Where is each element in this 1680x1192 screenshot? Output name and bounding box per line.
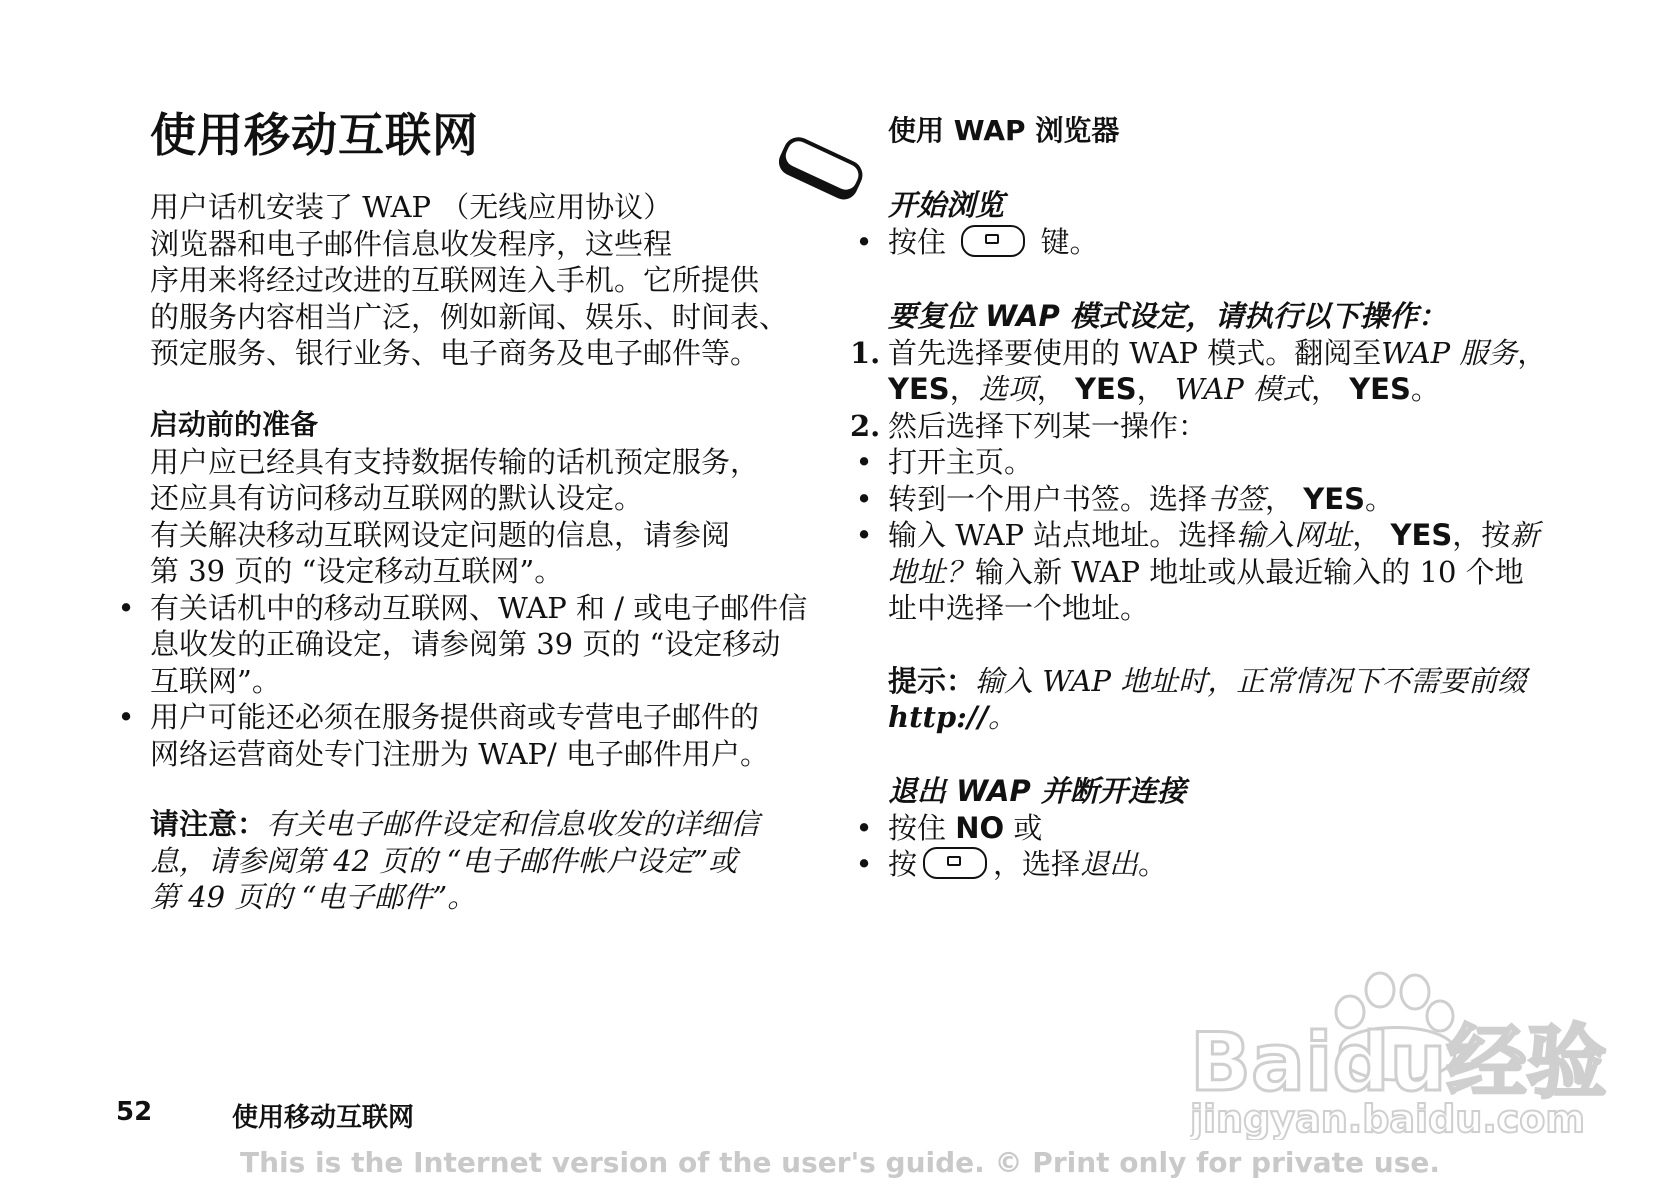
wap-browser-heading: 使用 WAP 浏览器 xyxy=(888,114,1120,147)
option-text: 按 xyxy=(888,847,918,881)
step-number: 2. xyxy=(850,408,881,443)
intro-line: 用户话机安装了 WAP （无线应用协议） xyxy=(150,190,673,224)
reset-heading: 要复位 WAP 模式设定，请执行以下操作： xyxy=(888,298,1447,333)
step-text: 键。 xyxy=(1040,225,1099,259)
intro-paragraph xyxy=(150,189,870,372)
list-item xyxy=(850,335,1628,408)
key-label: YES xyxy=(888,372,950,406)
prep-bullet-list xyxy=(117,590,870,773)
bullet-icon: • xyxy=(855,225,873,259)
bullet-line: 互联网”。 xyxy=(150,663,281,698)
punct: 。 xyxy=(1364,481,1394,516)
prep-heading: 启动前的准备 xyxy=(150,407,319,441)
list-item xyxy=(117,590,870,700)
bullet-icon: • xyxy=(855,518,873,552)
option-line xyxy=(888,481,1628,518)
bullet-line: 息收发的正确设定，请参阅第 39 页的 “设定移动 xyxy=(150,627,781,661)
menu-path-text: 输入网址 xyxy=(1236,518,1353,552)
bullet-line: 网络运营商处专门注册为 WAP/ 电子邮件用户。 xyxy=(150,736,770,771)
note-text: 第 49 页的 “电子邮件”。 xyxy=(150,880,477,914)
intro-line: 的服务内容相当广泛，例如新闻、娱乐、时间表、 xyxy=(150,299,789,334)
bullet-icon: • xyxy=(855,481,873,516)
menu-key-icon xyxy=(923,847,987,879)
intro-line: 浏览器和电子邮件信息收发程序，这些程 xyxy=(150,226,673,261)
option-text: ，选择 xyxy=(993,847,1081,881)
step-number: 1. xyxy=(850,335,881,370)
note-text: 息，请参阅第 42 页的 “电子邮件帐户设定”或 xyxy=(150,843,738,878)
prep-line: 用户应已经具有支持数据传输的话机预定服务， xyxy=(150,444,760,479)
option-line xyxy=(888,517,1628,554)
list-item xyxy=(855,846,1628,883)
bullet-icon: • xyxy=(855,445,873,479)
note-block xyxy=(150,806,870,916)
prep-line: 还应具有访问移动互联网的默认设定。 xyxy=(150,481,644,515)
option-text: 转到一个用户书签。选择 xyxy=(888,481,1208,516)
punct: ， xyxy=(1136,372,1166,406)
left-column xyxy=(117,105,870,916)
list-item xyxy=(850,408,1628,445)
option-text: 址中选择一个地址。 xyxy=(888,591,1150,625)
key-label: YES xyxy=(1349,372,1411,406)
disclaimer-text: This is the Internet version of the user's guide. © Print only for private use. xyxy=(240,1146,1440,1179)
option-text: ，按 xyxy=(1452,518,1511,552)
tip-line xyxy=(888,699,1628,736)
tip-text: 输入 WAP 地址时，正常情况下不需要前缀 xyxy=(975,663,1527,698)
bullet-icon: • xyxy=(855,847,873,881)
option-text: 或 xyxy=(1013,810,1043,845)
tip-line xyxy=(888,663,1628,700)
bullet-icon: • xyxy=(117,700,135,734)
menu-path-text: WAP 模式 xyxy=(1174,372,1311,406)
menu-path-text: 退出 xyxy=(1080,847,1139,881)
option-text: 输入 WAP 站点地址。选择 xyxy=(888,518,1237,552)
bullet-icon: • xyxy=(855,810,873,845)
option-text: 打开主页。 xyxy=(888,445,1034,479)
prep-line: 第 39 页的 “设定移动互联网”。 xyxy=(150,554,564,588)
intro-line: 序用来将经过改进的互联网连入手机。它所提供 xyxy=(150,263,760,297)
prep-paragraph xyxy=(150,444,870,590)
punct: ， xyxy=(1352,518,1382,552)
menu-path-text: 新 xyxy=(1510,518,1540,552)
start-browsing-heading: 开始浏览 xyxy=(888,188,1005,222)
step-text: 然后选择下列某一操作： xyxy=(888,408,1208,443)
key-label: NO xyxy=(955,810,1005,845)
start-list xyxy=(855,224,1628,261)
note-label: 请注意： xyxy=(150,807,267,841)
key-label: YES xyxy=(1303,481,1365,516)
menu-key-icon xyxy=(961,225,1025,257)
punct: ， xyxy=(949,372,979,406)
punct: ， xyxy=(1265,481,1295,516)
exit-heading: 退出 WAP 并断开连接 xyxy=(888,773,1186,808)
punct: 。 xyxy=(1410,372,1440,406)
tip-url: http:// xyxy=(888,700,989,734)
step-line xyxy=(888,371,1628,408)
punct: 。 xyxy=(1138,847,1168,881)
note-first-line xyxy=(150,806,870,843)
key-label: YES xyxy=(1390,518,1453,552)
key-label: YES xyxy=(1074,372,1137,406)
page-title: 使用移动互联网 xyxy=(150,108,479,162)
list-item xyxy=(855,517,1628,627)
tip-block xyxy=(888,663,1628,736)
option-text: 按住 xyxy=(888,810,947,845)
bullet-line: 有关话机中的移动互联网、WAP 和 / 或电子邮件信 xyxy=(150,590,808,625)
menu-path-text: WAP 服务 xyxy=(1381,335,1518,370)
option-text: 输入新 WAP 地址或从最近输入的 10 个地 xyxy=(975,554,1524,589)
step-line xyxy=(888,335,1628,372)
punct: ， xyxy=(1036,372,1066,406)
step-text: 首先选择要使用的 WAP 模式。翻阅至 xyxy=(888,335,1382,370)
menu-path-text: 选项 xyxy=(978,372,1037,406)
list-item xyxy=(855,224,1628,261)
reset-steps xyxy=(850,335,1628,445)
list-item xyxy=(855,481,1628,518)
footer-section-title: 使用移动互联网 xyxy=(232,1103,415,1133)
punct: ， xyxy=(1517,335,1547,370)
punct: 。 xyxy=(988,700,1018,734)
prep-line: 有关解决移动互联网设定问题的信息，请参阅 xyxy=(150,517,731,552)
list-item xyxy=(855,444,1628,481)
option-line xyxy=(888,554,1628,591)
list-item xyxy=(855,810,1628,847)
step-text: 按住 xyxy=(888,225,947,259)
phone-icon xyxy=(770,130,870,210)
menu-path-text: 书签 xyxy=(1207,481,1266,516)
tip-label: 提示： xyxy=(888,663,976,698)
bullet-line: 用户可能还必须在服务提供商或专营电子邮件的 xyxy=(150,700,760,734)
right-column xyxy=(850,112,1628,883)
option-list xyxy=(855,444,1628,627)
punct: ， xyxy=(1310,372,1340,406)
watermark-brand: Baidu经验 xyxy=(1190,1016,1607,1109)
page-number: 52 xyxy=(116,1097,153,1127)
menu-path-text: 地址？ xyxy=(888,554,976,589)
list-item xyxy=(117,699,870,772)
intro-line: 预定服务、银行业务、电子商务及电子邮件等。 xyxy=(150,336,760,370)
baidu-watermark-logo xyxy=(1190,950,1610,1140)
exit-list xyxy=(855,810,1628,883)
watermark-domain: jingyan.baidu.com xyxy=(1190,1097,1585,1140)
bullet-icon: • xyxy=(117,590,135,625)
note-text: 有关电子邮件设定和信息收发的详细信 xyxy=(266,807,760,841)
